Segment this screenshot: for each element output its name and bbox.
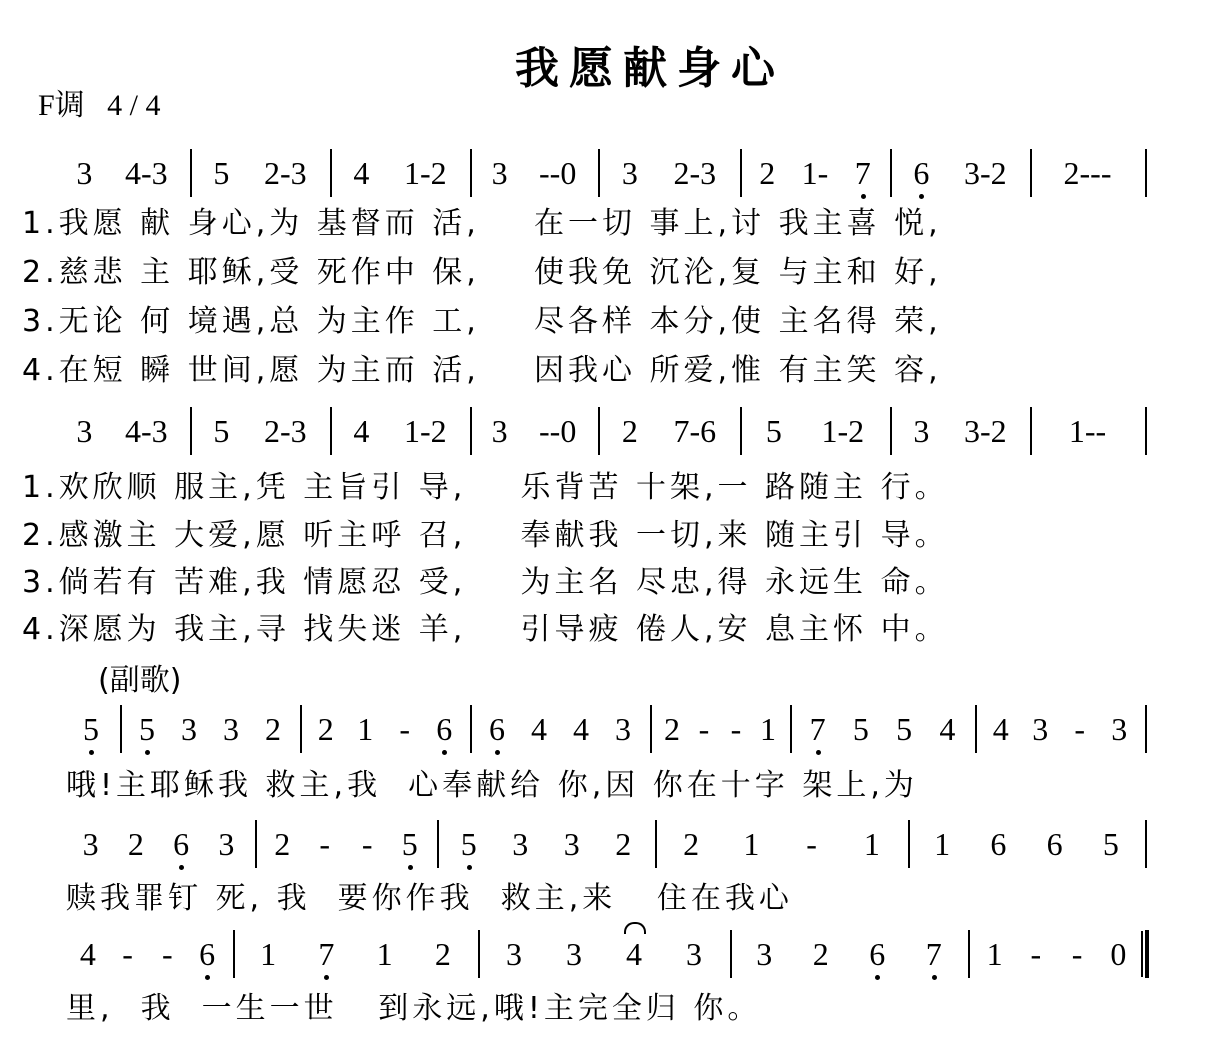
note: 6 [489, 711, 505, 747]
note: 5 [213, 413, 230, 449]
note: 4 [353, 413, 370, 449]
measure [736, 936, 962, 980]
barline [890, 407, 892, 455]
barline [890, 149, 892, 197]
note: - [1074, 711, 1086, 747]
song-title: 我愿献身心 [515, 43, 785, 94]
note: 2 [274, 826, 291, 862]
measure [914, 826, 1139, 870]
measure [60, 155, 184, 199]
note: --0 [539, 155, 577, 191]
measure [476, 711, 644, 755]
note: 6 [869, 936, 886, 972]
measure [1036, 413, 1139, 457]
note: 7-6 [673, 413, 717, 449]
measure [476, 413, 592, 457]
note: 3 [756, 936, 773, 972]
note: 4-3 [125, 413, 168, 449]
note: - [730, 711, 742, 747]
note: 2 [759, 155, 776, 191]
measure [1036, 155, 1139, 199]
note: - [806, 826, 817, 862]
barline [120, 705, 122, 753]
barline [470, 407, 472, 455]
measure [896, 155, 1024, 199]
measure [796, 711, 969, 755]
note: 4 [992, 711, 1009, 747]
barline [790, 705, 792, 753]
note: 5 [213, 155, 230, 191]
note: 6 [913, 155, 930, 191]
measure [661, 826, 902, 870]
barline [730, 930, 732, 978]
note: 5 [139, 711, 155, 747]
note: 4 [626, 936, 642, 972]
note: 3 [563, 826, 580, 862]
note: 2 [265, 711, 281, 747]
note: 6 [436, 711, 453, 747]
note: 4 [353, 155, 370, 191]
note: 4 [573, 711, 589, 747]
barline [1030, 149, 1032, 197]
note: 5 [896, 711, 913, 747]
measure [196, 413, 324, 457]
lyric-line: 1.欢欣顺 服主,凭 主旨引 导, 乐背苦 十架,一 路随主 行。 [22, 470, 949, 505]
lyric-line: 2.感激主 大爱,愿 听主呼 召, 奉献我 一切,来 随主引 导。 [22, 518, 949, 553]
note: 4-3 [125, 155, 168, 191]
note: 1-- [1068, 413, 1107, 449]
note: 1 [863, 826, 880, 862]
note: 0 [1110, 936, 1127, 972]
note: 3 [76, 155, 93, 191]
note: 1 [260, 936, 277, 972]
note: 2 [434, 936, 451, 972]
measure [239, 936, 472, 980]
measure [443, 826, 649, 870]
note: 3 [82, 826, 99, 862]
barline [1145, 149, 1147, 197]
note: 5 [401, 826, 418, 862]
measure [484, 936, 724, 980]
note: - [1030, 936, 1042, 972]
barline [1030, 407, 1032, 455]
measure [746, 413, 884, 457]
note: 5 [765, 413, 782, 449]
note: 1-2 [404, 413, 447, 449]
note: 1 [934, 826, 951, 862]
note: 3 [76, 413, 93, 449]
note: 2 [317, 711, 334, 747]
lyric-line: 3.无论 何 境遇,总 为主作 工, 尽各样 本分,使 主名得 荣, [22, 304, 942, 339]
note: 2-3 [673, 155, 717, 191]
barline [300, 705, 302, 753]
note: 7 [318, 936, 335, 972]
note: 6 [1046, 826, 1063, 862]
note: 5 [1102, 826, 1119, 862]
barline [655, 820, 657, 868]
barline [470, 149, 472, 197]
lyric-line: 1.我愿 献 身心,为 基督而 活, 在一切 事上,讨 我主喜 悦, [22, 206, 942, 241]
measure [68, 826, 249, 870]
lyric-line: 赎我罪钉 死, 我 要你作我 救主,来 住在我心 [66, 881, 793, 916]
note: 2 [812, 936, 829, 972]
measure [68, 711, 114, 755]
measure [896, 413, 1024, 457]
note: 3 [218, 826, 235, 862]
note: 3-2 [964, 155, 1007, 191]
note: 6 [173, 826, 190, 862]
measure [336, 413, 464, 457]
measure [196, 155, 324, 199]
measure [306, 711, 464, 755]
note: 3 [506, 936, 522, 972]
note: 2 [664, 711, 680, 747]
note: 1- [801, 155, 829, 191]
lyric-line: 哦!主耶稣我 救主,我 心奉献给 你,因 你在十字 架上,为 [66, 768, 918, 803]
measure [656, 711, 784, 755]
note: 3 [1032, 711, 1049, 747]
note: 7 [809, 711, 826, 747]
note: 2 [621, 413, 638, 449]
barline [740, 149, 742, 197]
note: - [122, 936, 133, 972]
note: 2-3 [264, 413, 307, 449]
note: 6 [990, 826, 1007, 862]
note: 3 [621, 155, 638, 191]
note: 2 [683, 826, 700, 862]
note: - [698, 711, 710, 747]
note: 7 [854, 155, 871, 191]
barline [740, 407, 742, 455]
note: 5 [460, 826, 477, 862]
barline [1145, 930, 1149, 978]
barline [233, 930, 235, 978]
note: 2 [127, 826, 144, 862]
measure [126, 711, 294, 755]
note: - [319, 826, 331, 862]
barline [650, 705, 652, 753]
note: 6 [199, 936, 216, 972]
note: 3 [686, 936, 702, 972]
note: 1-2 [404, 155, 447, 191]
note: 1 [376, 936, 393, 972]
measure [60, 413, 184, 457]
note: 3 [512, 826, 529, 862]
note: 5 [83, 711, 99, 747]
barline [598, 149, 600, 197]
lyric-line: 2.慈悲 主 耶稣,受 死作中 保, 使我免 沉沦,复 与主和 好, [22, 255, 942, 290]
barline [437, 820, 439, 868]
note: 1 [357, 711, 374, 747]
note: 1 [743, 826, 760, 862]
barline [190, 149, 192, 197]
note: 7 [925, 936, 942, 972]
barline [330, 149, 332, 197]
barline [908, 820, 910, 868]
note: 3 [181, 711, 197, 747]
note: - [361, 826, 373, 862]
note: 3 [913, 413, 930, 449]
note: 3 [615, 711, 631, 747]
barline [598, 407, 600, 455]
measure [336, 155, 464, 199]
barline [1145, 705, 1147, 753]
measure [476, 155, 592, 199]
note: 4 [531, 711, 547, 747]
barline [1145, 407, 1147, 455]
note: 3 [491, 155, 508, 191]
note: - [1071, 936, 1083, 972]
barline [478, 930, 480, 978]
note: 1 [986, 936, 1003, 972]
note: 3 [1111, 711, 1128, 747]
measure [68, 936, 227, 980]
lyric-line: 4.深愿为 我主,寻 找失迷 羊, 引导疲 倦人,安 息主怀 中。 [22, 612, 949, 647]
measure [604, 413, 734, 457]
barline [968, 930, 970, 978]
note: 4 [79, 936, 96, 972]
measure [604, 155, 734, 199]
note: 1 [760, 711, 776, 747]
note: - [399, 711, 411, 747]
lyric-line: 3.倘若有 苦难,我 情愿忍 受, 为主名 尽忠,得 永远生 命。 [22, 565, 949, 600]
note: 1-2 [821, 413, 865, 449]
key-signature: F调 4 / 4 [38, 89, 161, 122]
note: 4 [939, 711, 956, 747]
measure [261, 826, 431, 870]
note: --0 [539, 413, 577, 449]
barline [1145, 820, 1147, 868]
note: 3 [223, 711, 239, 747]
measure [981, 711, 1139, 755]
lyric-line: 4.在短 瞬 世间,愿 为主而 活, 因我心 所爱,惟 有主笑 容, [22, 353, 942, 388]
lyric-line: 里, 我 一生一世 到永远,哦!主完全归 你。 [66, 991, 762, 1026]
barline [470, 705, 472, 753]
barline [330, 407, 332, 455]
note: 2--- [1063, 155, 1112, 191]
note: 2 [615, 826, 632, 862]
chorus-label: (副歌) [98, 663, 182, 698]
measure [746, 155, 884, 199]
barline [975, 705, 977, 753]
note: 3-2 [964, 413, 1007, 449]
note: 2-3 [264, 155, 307, 191]
barline [190, 407, 192, 455]
note: 5 [852, 711, 869, 747]
measure [974, 936, 1139, 980]
note: 3 [566, 936, 582, 972]
barline [255, 820, 257, 868]
note: - [162, 936, 173, 972]
note: 3 [491, 413, 508, 449]
